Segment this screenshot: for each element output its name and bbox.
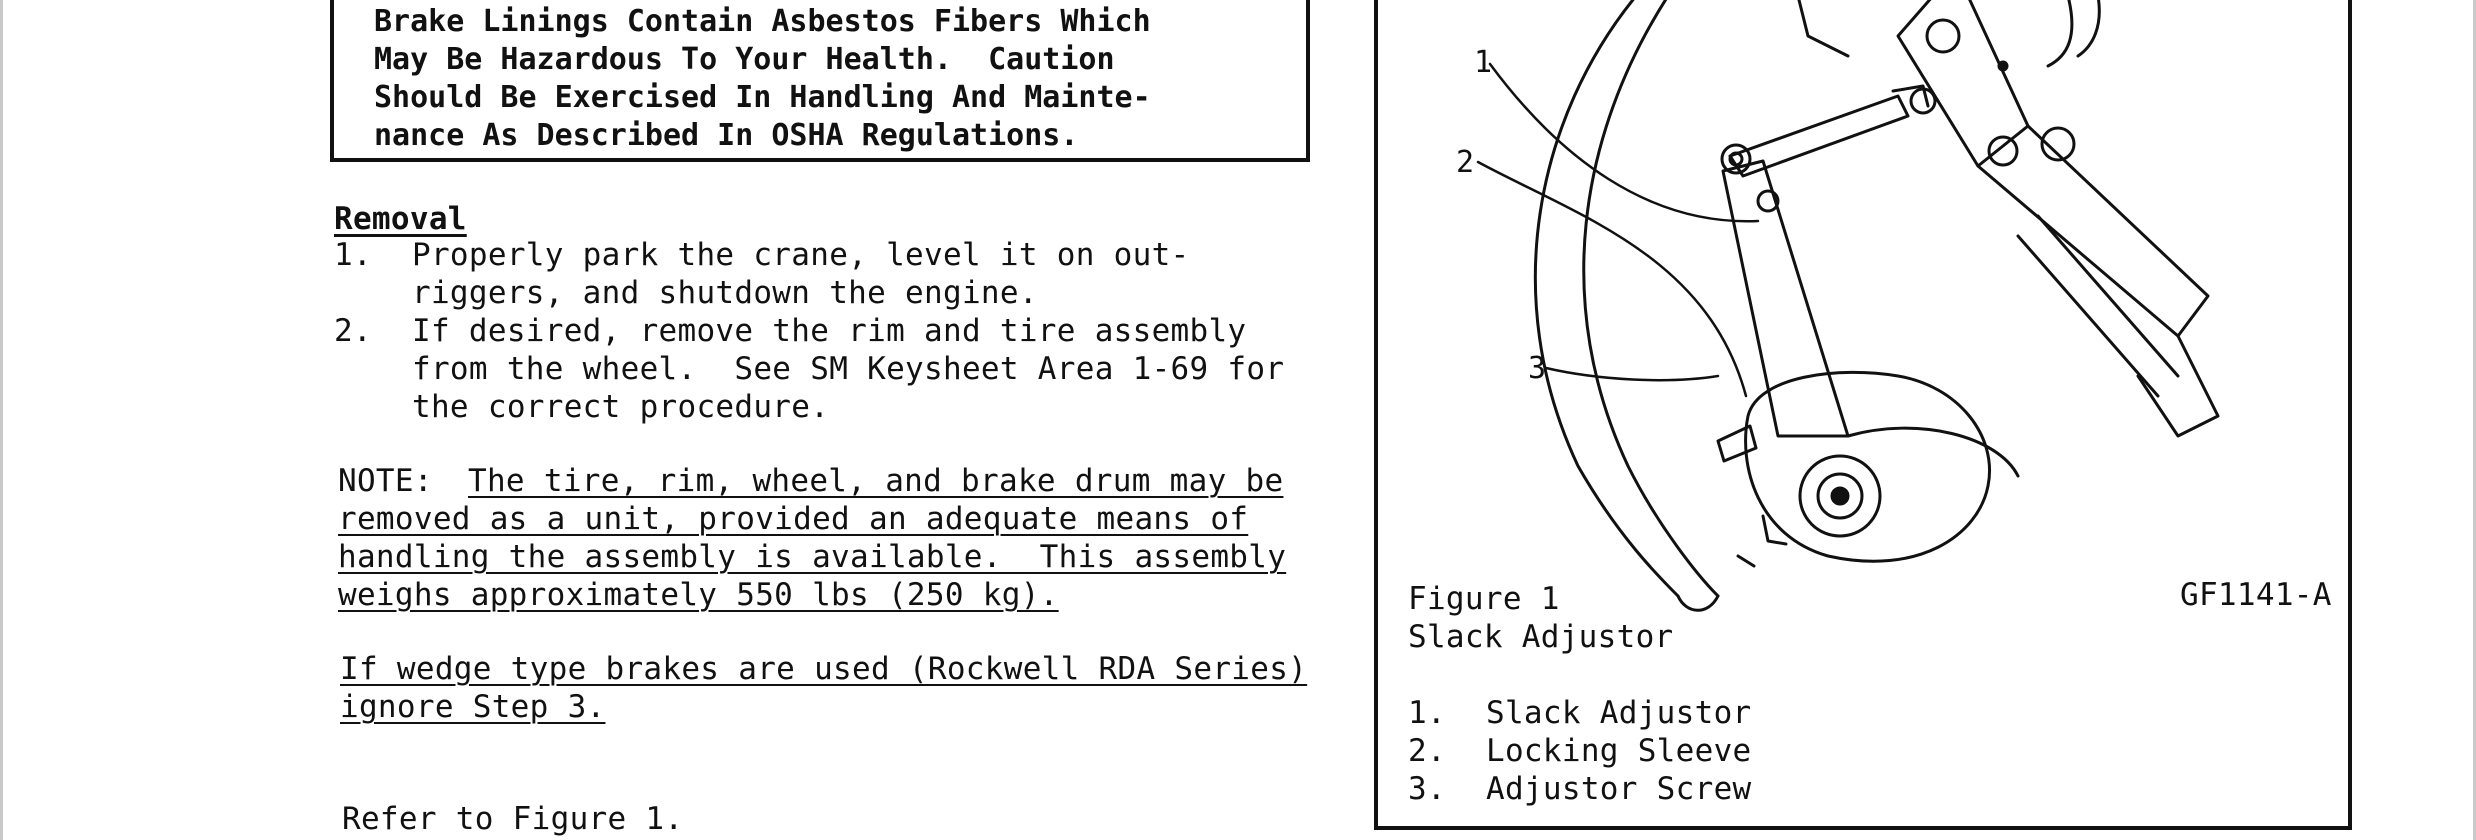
callout-3-leader: [1546, 368, 1718, 380]
callout-1-leader: [1490, 64, 1758, 221]
callout-2-leader: [1478, 162, 1746, 396]
figure-code: GF1141-A: [2180, 577, 2332, 613]
warning-line: nance As Described In OSHA Regulations.: [374, 118, 1079, 153]
step-text: riggers, and shutdown the engine.: [412, 275, 1038, 311]
legend-label: Locking Sleeve: [1486, 733, 1752, 769]
step-number: 2.: [334, 313, 372, 349]
callout-3: 3: [1528, 351, 1547, 386]
drum-curve-outer: [1535, 0, 1678, 596]
note-line: weighs approximately 550 lbs (250 kg).: [338, 577, 1059, 613]
stud: [1927, 20, 1959, 52]
note-line: removed as a unit, provided an adequate means of: [338, 501, 1249, 537]
step-text: the correct procedure.: [412, 389, 830, 425]
note-line: The tire, rim, wheel, and brake drum may be: [468, 463, 1284, 499]
callout-1: 1: [1474, 45, 1493, 80]
mount-bracket-top: [1978, 126, 2208, 336]
legend-label: Slack Adjustor: [1486, 695, 1752, 731]
stud: [1911, 89, 1935, 113]
figure-box: [1374, 0, 2352, 830]
legend-number: 2.: [1408, 733, 1446, 769]
step-number: 1.: [334, 237, 372, 273]
callout-2: 2: [1456, 145, 1475, 180]
chamber-housing: [1898, 0, 2028, 166]
legend-number: 1.: [1408, 695, 1446, 731]
stud: [1989, 137, 2017, 165]
step-text: If desired, remove the rim and tire assembly: [412, 313, 1247, 349]
wedge-note-line: ignore Step 3.: [340, 689, 606, 725]
warning-line: Should Be Exercised In Handling And Mainte-: [374, 80, 1151, 115]
page-edge-left: [0, 0, 3, 840]
warning-line: Brake Linings Contain Asbestos Fibers Which: [374, 4, 1151, 39]
figure-subtitle: Slack Adjustor: [1408, 619, 1674, 655]
removal-heading: Removal: [334, 201, 467, 237]
figure-title: Figure 1: [1408, 581, 1560, 617]
adjustor-arm: [1723, 161, 1848, 436]
refer-to-figure-text: Refer to Figure 1.: [342, 801, 684, 837]
note-label: NOTE:: [338, 463, 433, 499]
wedge-note-line: If wedge type brakes are used (Rockwell RDA Series): [340, 651, 1308, 687]
adjustor-screw: [1718, 426, 1756, 461]
step-text: from the wheel. See SM Keysheet Area 1-69 for: [412, 351, 1285, 387]
asbestos-warning-box: [330, 0, 1310, 162]
note-line: handling the assembly is available. This assembly: [338, 539, 1287, 575]
warning-line: May Be Hazardous To Your Health. Caution: [374, 42, 1115, 77]
chamber-edge: [1798, 0, 1848, 56]
legend-label: Adjustor Screw: [1486, 771, 1752, 807]
legend-number: 3.: [1408, 771, 1446, 807]
step-text: Properly park the crane, level it on out-: [412, 237, 1190, 273]
